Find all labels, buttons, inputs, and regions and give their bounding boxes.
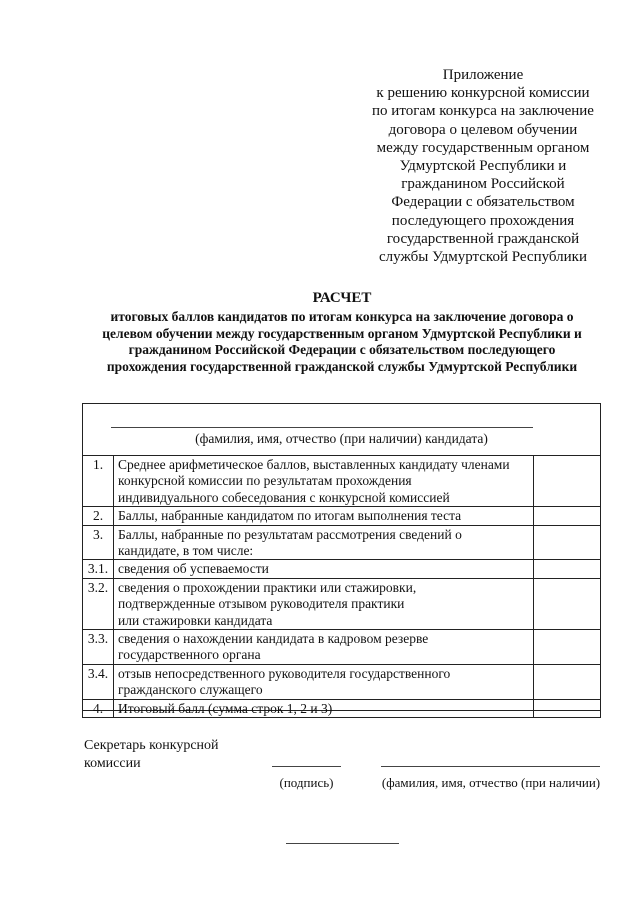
row-number: 3.3. — [83, 630, 114, 665]
row-description — [114, 560, 534, 578]
row-score-cell — [534, 507, 601, 525]
secretary-label-line1: Секретарь конкурсной — [84, 738, 219, 753]
row-number: 3. — [83, 525, 114, 560]
row-number: 1. — [83, 456, 114, 507]
row-description-line: Итоговый балл (сумма строк 1, 2 и 3) — [118, 700, 333, 716]
table-row — [83, 630, 601, 665]
secretary-label — [84, 737, 219, 773]
secretary-name-caption: (фамилия, имя, отчество (при наличии) — [381, 775, 601, 790]
row-description-line: Баллы, набранные по результатам рассмотрения сведений о — [118, 526, 462, 542]
table-row — [83, 699, 601, 717]
row-description-line: государственного органа — [118, 647, 261, 663]
row-description — [114, 456, 534, 507]
document-subtitle — [82, 309, 602, 375]
table-row — [83, 456, 601, 507]
row-description-line: индивидуального собеседования с конкурсной комиссией — [118, 489, 450, 505]
row-score-cell — [534, 578, 601, 629]
row-description-line: конкурсной комиссии по результатам прохождения — [118, 473, 412, 489]
appendix-line: последующего прохождения — [391, 212, 575, 229]
row-description-line: гражданского служащего — [118, 682, 263, 698]
row-number: 3.2. — [83, 578, 114, 629]
secretary-label-line2: комиссии — [84, 756, 141, 771]
subtitle-line: итоговых баллов кандидатов по итогам конкурса на заключение договора о — [110, 309, 574, 324]
appendix-line: гражданином Российской — [401, 176, 565, 193]
appendix-line: государственной гражданской — [386, 230, 580, 247]
row-description-line: Среднее арифметическое баллов, выставленных кандидату членами — [118, 457, 510, 472]
row-score-cell — [534, 630, 601, 665]
appendix-line: по итогам конкурса на заключение — [372, 103, 594, 120]
subtitle-line: целевом обучении между государственным органом Удмуртской Республики и — [102, 325, 582, 341]
secretary-name-line — [381, 766, 600, 767]
row-description-line: кандидате, в том числе: — [118, 543, 254, 559]
row-description — [114, 664, 534, 699]
table-row — [83, 525, 601, 560]
appendix-line: к решению конкурсной комиссии — [376, 85, 590, 102]
signature-caption: (подпись) — [279, 775, 334, 790]
row-number: 3.4. — [83, 664, 114, 699]
row-number: 3.1. — [83, 560, 114, 578]
row-description-line: сведения об успеваемости — [118, 561, 269, 577]
table-row — [83, 664, 601, 699]
appendix-header — [358, 66, 608, 266]
appendix-line: службы Удмуртской Республики — [379, 249, 587, 266]
row-description — [114, 507, 534, 525]
appendix-line: Приложение — [442, 67, 524, 83]
row-score-cell — [534, 699, 601, 717]
row-description — [114, 525, 534, 560]
row-score-cell — [534, 560, 601, 578]
row-score-cell — [534, 525, 601, 560]
appendix-line: Федерации с обязательством — [391, 194, 575, 211]
row-description-line: подтвержденные отзывом руководителя практики — [118, 596, 405, 612]
row-description-line: Баллы, набранные кандидатом по итогам выполнения теста — [118, 508, 462, 524]
row-description-line: отзыв непосредственного руководителя государственного — [118, 665, 451, 681]
candidate-name-line — [111, 427, 533, 428]
signature-line — [272, 766, 341, 767]
row-description-line: или стажировки кандидата — [118, 612, 273, 628]
row-score-cell — [534, 456, 601, 507]
row-number: 4. — [83, 699, 114, 717]
document-title: РАСЧЕТ — [312, 290, 372, 306]
appendix-line: Удмуртской Республики и — [399, 158, 567, 175]
appendix-line: договора о целевом обучении — [388, 121, 578, 138]
bottom-separator-line — [286, 843, 399, 844]
score-table — [82, 455, 601, 718]
appendix-line: между государственным органом — [376, 139, 590, 156]
subtitle-line: гражданином Российской Федерации с обязательством последующего — [128, 342, 556, 357]
row-number: 2. — [83, 507, 114, 525]
row-description — [114, 578, 534, 629]
subtitle-line: прохождения государственной гражданской службы Удмуртской Республики — [106, 358, 578, 374]
row-description-line: сведения о нахождении кандидата в кадровом резерве — [118, 631, 429, 647]
table-row — [83, 578, 601, 629]
row-description — [114, 699, 534, 717]
table-row — [83, 560, 601, 578]
row-description — [114, 630, 534, 665]
table-row — [83, 507, 601, 525]
row-description-line: сведения о прохождении практики или стажировки, — [118, 579, 417, 595]
row-score-cell — [534, 664, 601, 699]
candidate-name-caption: (фамилия, имя, отчество (при наличии) кандидата) — [195, 431, 488, 446]
